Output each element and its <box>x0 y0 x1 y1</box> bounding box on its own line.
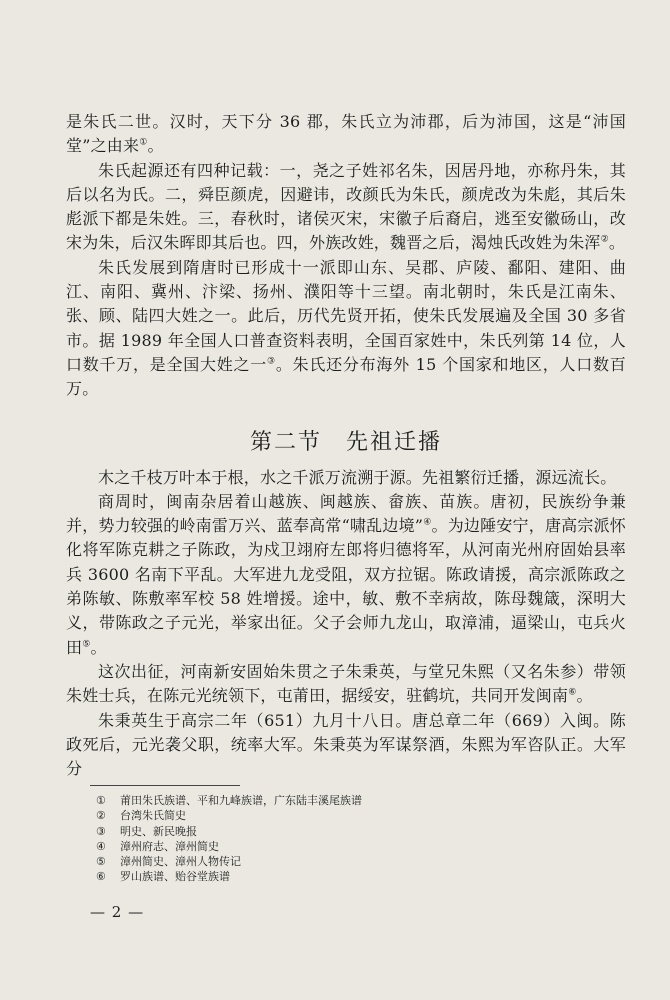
paragraph-4: 木之千枝万叶本于根，水之千派万流溯于源。先祖繁衍迁播，源远流长。 <box>98 467 617 487</box>
paragraph-6: 这次出征，河南新安固始朱贯之子朱秉英，与堂兄朱熙（又名朱参）带领朱姓士兵，在陈元光统领下，屯莆田，据绥安，驻鹤坑，共同开发闽南⑥。 <box>66 661 626 706</box>
footnote-item <box>96 869 516 884</box>
footnote-text: 漳州府志、漳州简史 <box>120 839 219 853</box>
paragraph-3: 朱氏发展到隋唐时已形成十一派即山东、吴郡、庐陵、鄱阳、建阳、曲江、南阳、冀州、汴梁、扬州、濮阳等十三望。南北朝时，朱氏是江南朱、张、顾、陆四大姓之一。此后，历代先贤开拓，使朱氏发展遍及全国 30 多省市。据 1989 年全国人口普查资料表明，全国百家姓中，朱氏列第 14 位，人口数千万，是全国大姓之一③。朱氏还分布海外 15 个国家和地区，人口数百万。 <box>66 257 626 399</box>
footnote-divider <box>90 785 240 786</box>
paragraph-7: 朱秉英生于高宗二年（651）九月十八日。唐总章二年（669）入闽。陈政死后，元光袭父职，统率大军。朱秉英为军谋祭酒，朱熙为军咨队正。大军分 <box>66 710 626 779</box>
paragraph-1: 是朱氏二世。汉时，天下分 36 郡，朱氏立为沛郡，后为沛国，这是“沛国堂”之由来①。 <box>66 112 626 156</box>
footnote-mark: ⑤ <box>96 855 106 869</box>
footnote-ref-4: ④ <box>423 517 432 528</box>
footnote-item <box>96 854 516 869</box>
section-title: 第二节 先祖迁播 <box>249 429 442 455</box>
footnote-text: 莆田朱氏族谱、平和九峰族谱，广东陆丰溪尾族谱 <box>120 794 362 807</box>
footnote-list <box>96 793 516 885</box>
footnote-item <box>96 808 516 823</box>
footnote-mark: ⑥ <box>96 870 106 884</box>
footnote-item <box>96 793 516 808</box>
footnote-ref-5: ⑤ <box>82 639 91 650</box>
footnote-text: 漳州简史、漳州人物传记 <box>120 855 241 869</box>
paragraph-2: 朱氏起源还有四种记载：一，尧之子姓祁名朱，因居丹地，亦称丹朱，其后以名为氏。二，舜臣颜虎，因避讳，改颜氏为朱氏，颜虎改为朱彪，其后朱彪派下都是朱姓。三，春秋时，诸侯灭宋，宋徽子后裔启，逃至安徽砀山，改宋为朱，后汉朱晖即其后也。四，外族改姓，魏晋之后，渴烛氏改姓为朱浑②。 <box>66 160 626 253</box>
footnote-ref-3: ③ <box>267 356 276 367</box>
footnote-ref-1: ① <box>139 137 148 148</box>
footnote-mark: ② <box>96 809 106 823</box>
footnote-item <box>96 824 516 839</box>
footnote-ref-2: ② <box>600 235 609 246</box>
footnote-mark: ③ <box>96 824 106 838</box>
page-number: — 2 — <box>90 903 145 921</box>
footnote-mark: ① <box>96 794 106 807</box>
footnote-item <box>96 839 516 854</box>
body-text <box>66 110 626 781</box>
footnote-text: 明史、新民晚报 <box>120 824 197 838</box>
paragraph-5: 商周时，闽南杂居着山越族、闽越族、畲族、苗族。唐初，民族纷争兼并，势力较强的岭南雷万兴、蓝奉高常“啸乱边境”④。为边陲安宁，唐高宗派怀化将军陈克耕之子陈政，为戍卫翊府左郎将归德将军，从河南光州府固始县率兵 3600 名南下平乱。大军进九龙受阻，双方拉锯。陈政请援，高宗派陈政之弟陈敏、陈敷率军校 58 姓增援。途中，敏、敷不幸病故，陈母魏箴，深明大义，带陈政之子元光，举家出征。父子会师九龙山，取漳浦，逼梁山，屯兵火田⑤。 <box>66 491 626 657</box>
footnote-mark: ④ <box>96 839 106 853</box>
footnote-ref-6: ⑥ <box>568 687 577 698</box>
footnote-text: 罗山族谱、贻谷堂族谱 <box>120 870 230 884</box>
footnote-text: 台湾朱氏简史 <box>120 809 186 823</box>
